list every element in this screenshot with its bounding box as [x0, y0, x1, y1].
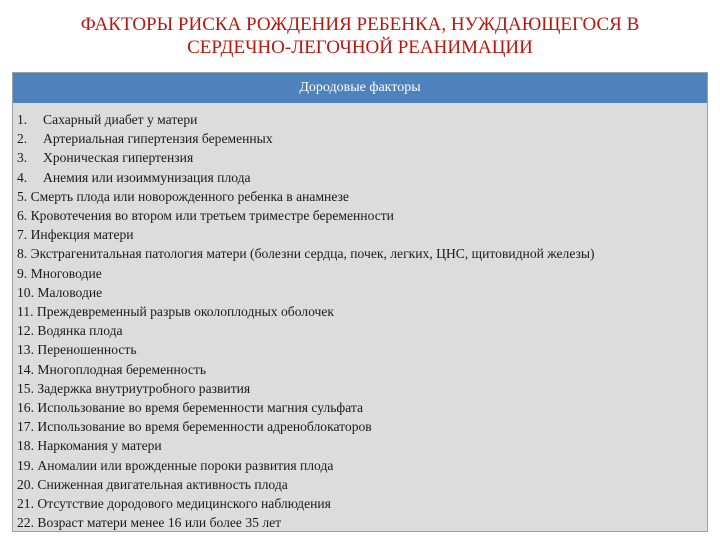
item-text: Кровотечения во втором или третьем триместре беременности — [30, 208, 394, 224]
item-number: 12. — [17, 323, 34, 339]
list-item — [17, 340, 703, 359]
item-number: 3. — [17, 150, 28, 166]
item-number: 13. — [17, 342, 34, 358]
item-text: Возраст матери менее 16 или более 35 лет — [37, 515, 282, 531]
item-text: Сниженная двигательная активность плода — [37, 476, 288, 492]
item-number: 7. — [17, 227, 28, 243]
item-number: 15. — [17, 380, 34, 396]
item-number: 19. — [17, 457, 34, 473]
item-text: Экстрагенитальная патология матери (болезни сердца, почек, легких, ЦНС, щитовидной железы) — [30, 246, 595, 262]
item-text: Хроническая гипертензия — [43, 150, 194, 166]
table-header: Дородовые факторы — [13, 73, 707, 103]
list-item — [17, 148, 703, 167]
item-number: 10. — [17, 284, 34, 300]
item-number: 14. — [17, 361, 34, 377]
slide-title-line-2: СЕРДЕЧНО-ЛЕГОЧНОЙ РЕАНИМАЦИИ — [187, 37, 533, 58]
item-text: Переношенность — [37, 342, 137, 358]
list-item — [17, 417, 703, 436]
item-text: Использование во время беременности адреноблокаторов — [37, 419, 372, 435]
list-item — [17, 513, 703, 532]
item-number: 18. — [17, 438, 34, 454]
list-item — [17, 187, 703, 206]
list-item — [17, 129, 703, 148]
item-text: Анемия или изоиммунизация плода — [43, 169, 251, 185]
item-text: Многоплодная беременность — [37, 361, 207, 377]
list-item — [17, 360, 703, 379]
item-number: 22. — [17, 515, 34, 531]
item-text: Задержка внутриутробного развития — [37, 380, 251, 396]
item-text: Сахарный диабет у матери — [43, 112, 198, 127]
list-item — [17, 302, 703, 321]
list-item — [17, 379, 703, 398]
list-item — [17, 456, 703, 475]
table-body — [13, 103, 707, 531]
item-number: 2. — [17, 131, 28, 147]
list-item — [17, 475, 703, 494]
slide-title-line-1: ФАКТОРЫ РИСКА РОЖДЕНИЯ РЕБЕНКА, НУЖДАЮЩЕГОСЯ В — [80, 14, 640, 35]
item-text: Использование во время беременности магния сульфата — [37, 400, 364, 416]
list-item — [17, 283, 703, 302]
item-text: Инфекция матери — [30, 227, 134, 243]
item-text: Отсутствие дородового медицинского наблюдения — [37, 496, 331, 512]
item-text: Преждевременный разрыв околоплодных оболочек — [36, 304, 335, 320]
item-number: 20. — [17, 476, 34, 492]
item-number: 17. — [17, 419, 34, 435]
slide-title — [20, 13, 700, 59]
item-text: Смерть плода или новорожденного ребенка в анамнезе — [30, 188, 349, 204]
item-number: 4. — [17, 169, 28, 185]
list-item — [17, 494, 703, 513]
item-text: Многоводие — [30, 265, 102, 281]
item-text: Артериальная гипертензия беременных — [43, 131, 273, 147]
list-item — [17, 225, 703, 244]
item-number: 1. — [17, 112, 28, 127]
item-text: Аномалии или врожденные пороки развития плода — [37, 457, 334, 473]
list-item — [17, 168, 703, 187]
list-item — [17, 110, 703, 129]
risk-factors-table — [12, 72, 708, 532]
item-number: 9. — [17, 265, 28, 281]
list-item — [17, 264, 703, 283]
list-item — [17, 206, 703, 225]
item-number: 11. — [17, 304, 34, 320]
list-item — [17, 244, 703, 263]
item-number: 6. — [17, 208, 28, 224]
list-item — [17, 436, 703, 455]
item-number: 5. — [17, 188, 28, 204]
item-text: Наркомания у матери — [37, 438, 162, 454]
item-number: 21. — [17, 496, 34, 512]
list-item — [17, 398, 703, 417]
item-number: 16. — [17, 400, 34, 416]
item-text: Маловодие — [37, 284, 103, 300]
item-number: 8. — [17, 246, 28, 262]
item-text: Водянка плода — [37, 323, 123, 339]
list-item — [17, 321, 703, 340]
